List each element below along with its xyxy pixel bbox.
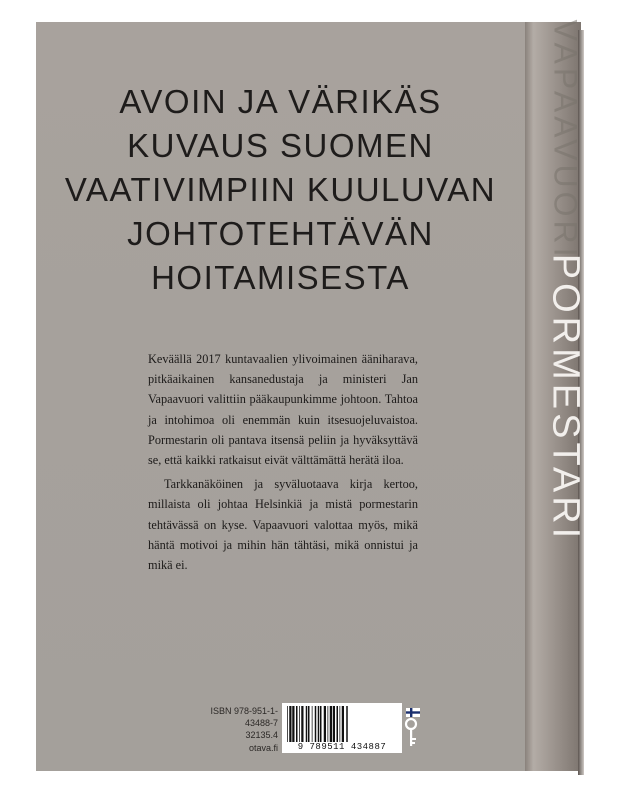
- otava-key-logo-icon: [404, 718, 418, 748]
- barcode-bars: [285, 706, 399, 742]
- barcode-bar: [315, 706, 317, 742]
- publisher-website: otava.fi: [248, 742, 278, 753]
- barcode-bar: [308, 706, 310, 742]
- blurb-paragraph: Keväällä 2017 kuntavaalien ylivoimainen ääniharava, pitkäaikainen kansanedustaja ja ministeri Jan Vapaavuori valittiin pääkaupunkimme johtoon. Tahtoa ja intohimoa oli enemmän kuin itsesuojeluvaistoa. Pormestarin oli pantava itsensä peliin ja hyväksyttävä se, että kaikki ratkaisut eivät välttämättä herätä iloa.: [148, 352, 418, 468]
- barcode-bar: [306, 706, 308, 742]
- spine-author: VAPAAVUORI: [547, 19, 584, 261]
- barcode-bar: [324, 706, 326, 742]
- barcode-bar: [296, 706, 298, 742]
- barcode-bar: [320, 706, 322, 742]
- blurb: [148, 349, 418, 575]
- spine-title: PORMESTARI: [544, 253, 587, 543]
- product-code: 32135.4: [245, 730, 278, 741]
- barcode-digits: 9 789511 434887: [297, 742, 387, 752]
- headline-line: JOHTOTEHTÄVÄN: [127, 215, 434, 252]
- barcode-bar: [328, 706, 329, 742]
- barcode-bar: [289, 706, 291, 742]
- barcode-bar: [340, 706, 341, 742]
- headline-line: AVOIN JA VÄRIKÄS: [119, 83, 442, 120]
- barcode-bar: [301, 706, 303, 742]
- headline-line: HOITAMISESTA: [151, 259, 410, 296]
- barcode-bar: [342, 706, 344, 742]
- isbn-text: ISBN 978-951-1-43488-7: [210, 706, 278, 729]
- blurb-paragraph: Tarkkanäköinen ja syväluotaava kirja kertoo, millaista oli johtaa Helsinkiä ja mistä pormestarin tehtävässä on kyse. Vapaavuori valottaa myös, mikä häntä motivoi ja mihin hän tähtäsi, mikä onnistui ja mikä ei.: [148, 477, 418, 573]
- barcode-bar: [299, 706, 300, 742]
- barcode-bar: [287, 706, 288, 742]
- barcode-bar: [330, 706, 332, 742]
- barcode-bar: [346, 706, 348, 742]
- barcode-bar: [292, 706, 294, 742]
- barcode-bar: [312, 706, 313, 742]
- headline-line: KUVAUS SUOMEN: [127, 127, 434, 164]
- headline-line: VAATIVIMPIIN KUULUVAN: [64, 171, 497, 208]
- publisher-info: [196, 705, 278, 754]
- headline: [36, 80, 525, 300]
- barcode-bar: [337, 706, 339, 742]
- barcode-bar: [333, 706, 335, 742]
- barcode: [282, 703, 402, 753]
- barcode-bar: [318, 706, 320, 742]
- finnish-flag-icon: [406, 708, 420, 717]
